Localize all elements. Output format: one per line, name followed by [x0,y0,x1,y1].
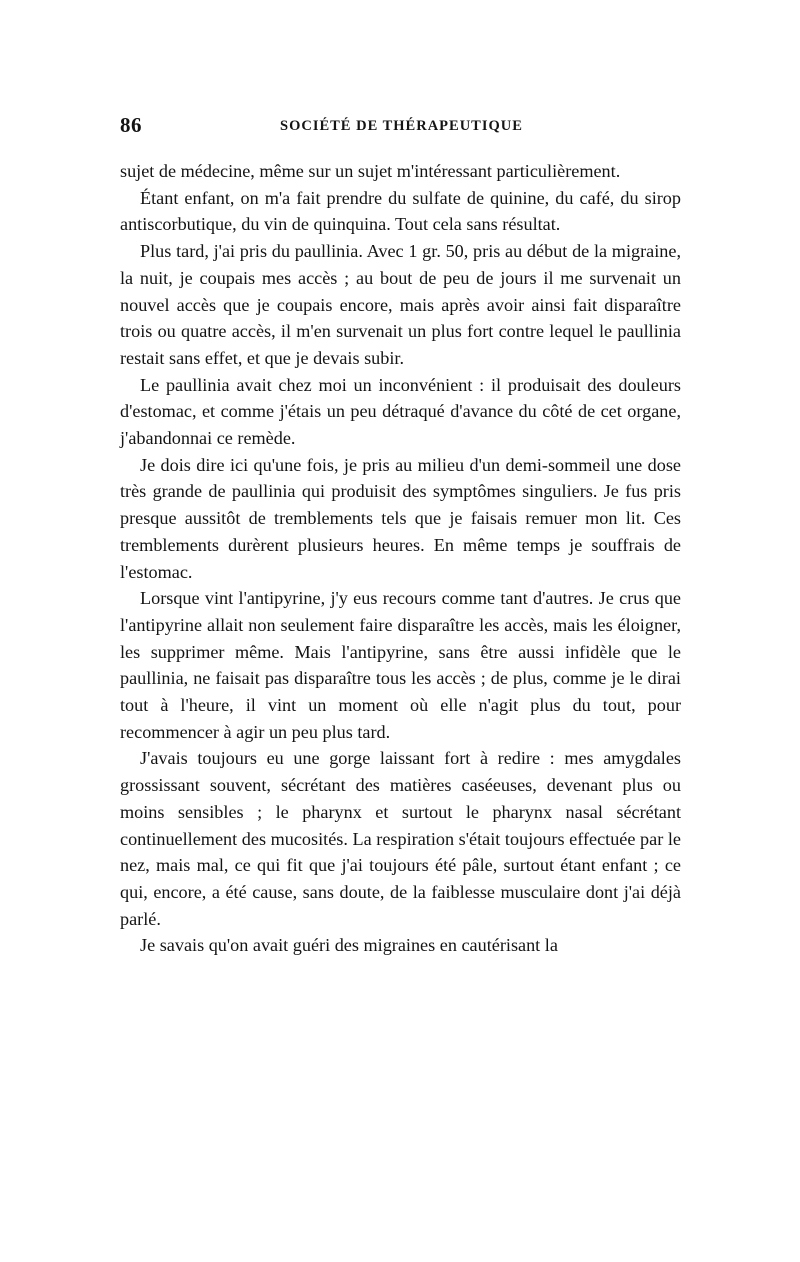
paragraph-continuation: sujet de médecine, même sur un sujet m'intéressant particulièrement. [120,161,621,181]
page-number: 86 [120,113,142,137]
running-title: SOCIÉTÉ DE THÉRAPEUTIQUE [280,118,523,134]
book-page [120,113,681,959]
paragraph: Le paullinia avait chez moi un inconvénient : il produisait des douleurs d'estomac, et comme j'étais un peu détraqué d'avance du côté de cet organe, j'abandonnai ce remède. [120,374,681,449]
page-header [120,113,681,143]
paragraph: Lorsque vint l'antipyrine, j'y eus recours comme tant d'autres. Je crus que l'antipyrine allait non seulement faire disparaître les accès, mais les éloigner, les supprimer même. Mais l'antipyrine, sans être aussi infidèle que le paullinia, ne faisait pas disparaître tous les accès ; de plus, comme je le dirai tout à l'heure, il vint un moment où elle n'agit plus du tout, pour recommencer à agir un peu plus tard. [120,588,681,742]
paragraph: Je dois dire ici qu'une fois, je pris au milieu d'un demi-sommeil une dose très grande de paullinia qui produisit des symptômes singuliers. Je fus pris presque aussitôt de tremblements tels que je faisais remuer mon lit. Ces tremblements durèrent plusieurs heures. En même temps je souffrais de l'estomac. [120,454,681,582]
paragraph: Je savais qu'on avait guéri des migraines en cautérisant la [140,935,558,956]
body-text [120,158,681,959]
paragraph: J'avais toujours eu une gorge laissant fort à redire : mes amygdales grossissant souvent, sécrétant des matières caséeuses, devenant plus ou moins sensibles ; le pharynx et surtout le pharynx nasal sécrétant continuellement des mucosités. La respiration s'était toujours effectuée par le nez, mais mal, ce qui fit que j'ai toujours été pâle, surtout étant enfant ; ce qui, encore, a été cause, sans doute, de la faiblesse musculaire dont j'ai déjà parlé. [120,748,681,929]
paragraph: Étant enfant, on m'a fait prendre du sulfate de quinine, du café, du sirop antiscorbutique, du vin de quinquina. Tout cela sans résultat. [120,187,681,235]
paragraph: Plus tard, j'ai pris du paullinia. Avec 1 gr. 50, pris au début de la migraine, la nuit, je coupais mes accès ; au bout de peu de jours il me survenait un nouvel accès que je coupais encore, mais après avoir ainsi fait disparaître trois ou quatre accès, il m'en survenait un plus fort contre lequel le paullinia restait sans effet, et que je devais subir. [120,241,681,368]
